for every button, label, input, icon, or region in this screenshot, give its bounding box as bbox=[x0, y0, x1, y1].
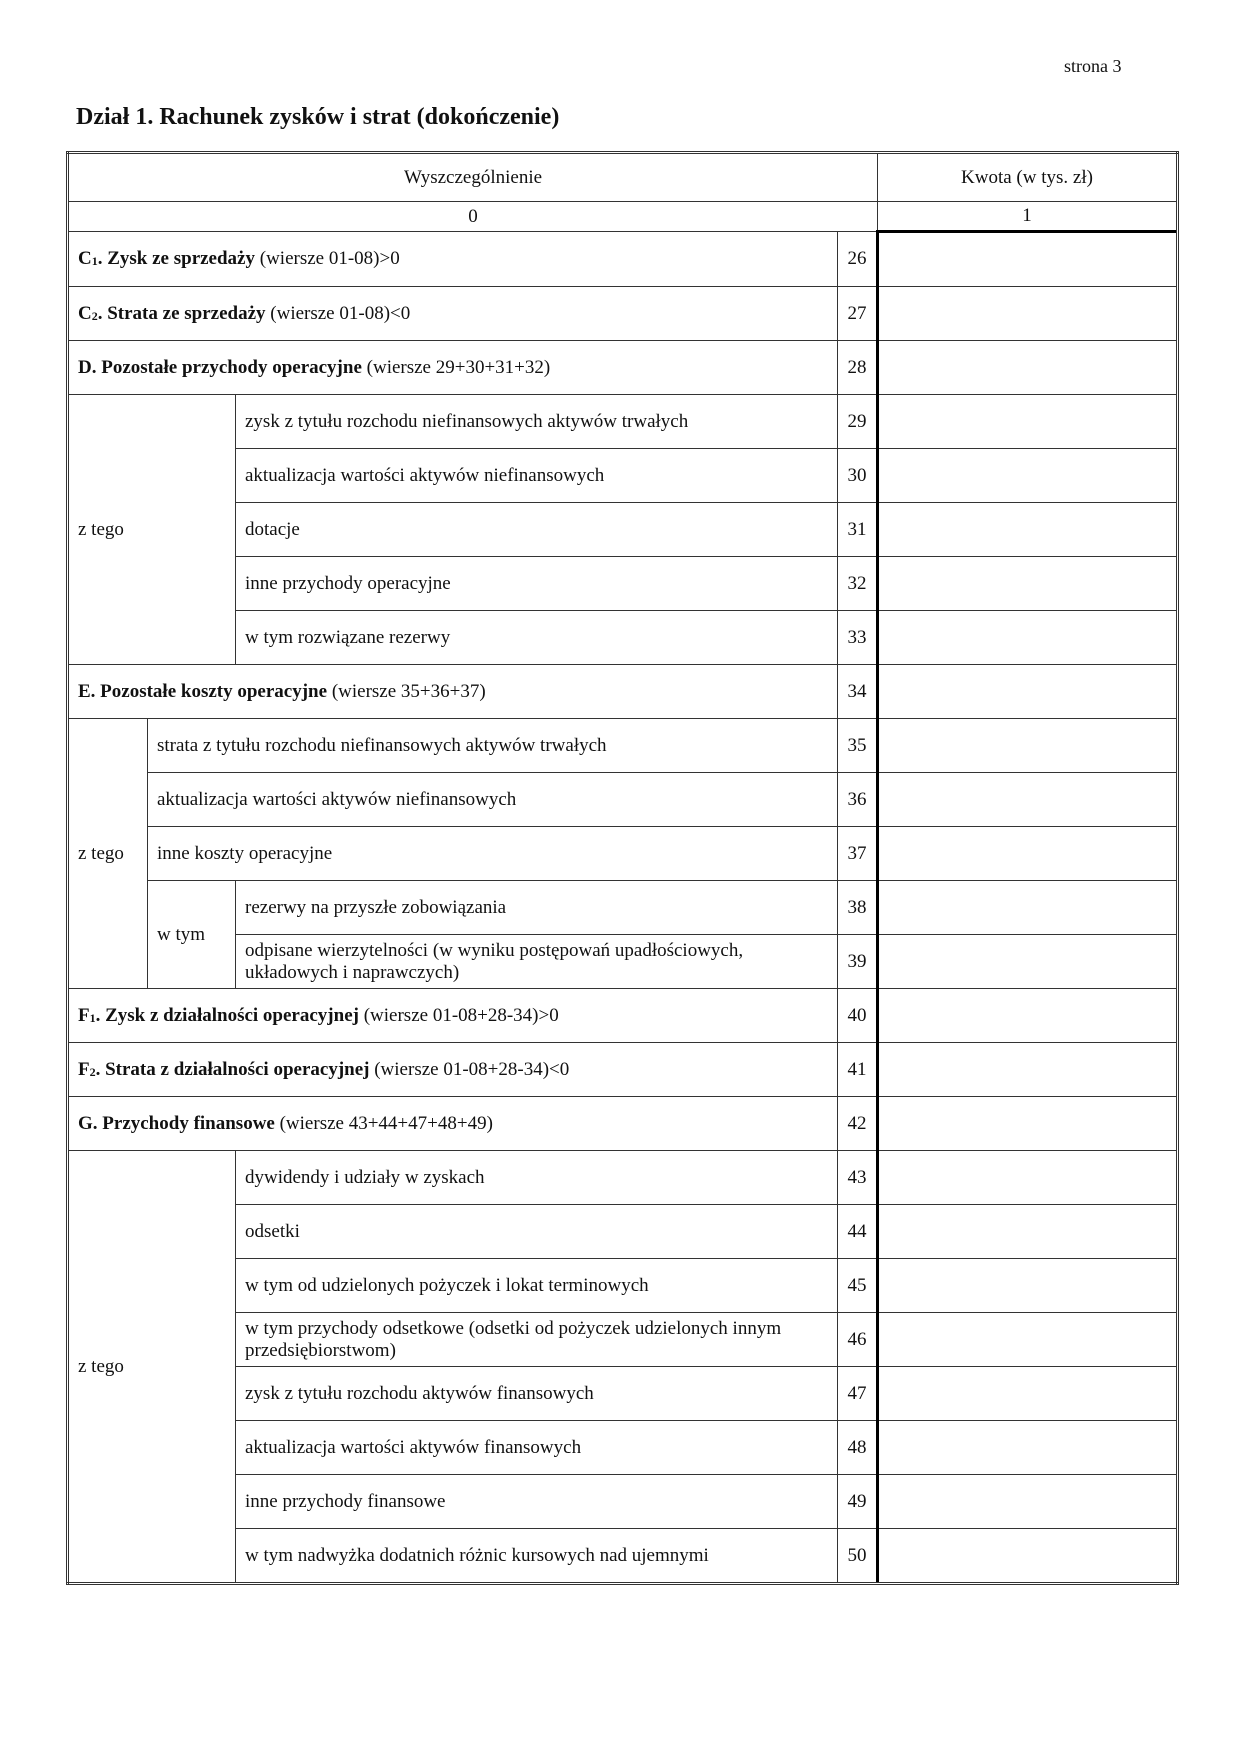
page-number: strona 3 bbox=[1064, 56, 1122, 76]
row-title: . Zysk ze sprzedaży bbox=[97, 248, 255, 270]
row-title: D. Pozostałe przychody operacyjne bbox=[78, 356, 362, 378]
row-number: 36 bbox=[838, 773, 878, 827]
table-row bbox=[68, 665, 1178, 719]
profit-loss-table bbox=[66, 151, 1179, 1585]
row-number: 35 bbox=[838, 719, 878, 773]
row-number: 45 bbox=[838, 1259, 878, 1313]
row-number: 34 bbox=[838, 665, 878, 719]
row-prefix: C bbox=[78, 302, 92, 324]
table-row bbox=[68, 827, 1178, 881]
row-subscript: 1 bbox=[91, 254, 98, 269]
amount-cell-27[interactable] bbox=[878, 287, 1178, 341]
row-label: w tym nadwyżka dodatnich różnic kursowych nad ujemnymi bbox=[236, 1529, 838, 1584]
table-row bbox=[68, 287, 1178, 341]
amount-cell-47[interactable] bbox=[878, 1367, 1178, 1421]
row-label: odsetki bbox=[236, 1205, 838, 1259]
table-row bbox=[68, 881, 1178, 935]
amount-cell-50[interactable] bbox=[878, 1529, 1178, 1584]
table-row bbox=[68, 395, 1178, 449]
row-title: E. Pozostałe koszty operacyjne bbox=[78, 680, 328, 702]
row-number: 40 bbox=[838, 989, 878, 1043]
row-label: inne przychody operacyjne bbox=[236, 557, 838, 611]
row-title: . Strata z działalności operacyjnej bbox=[95, 1058, 370, 1080]
row-label: rezerwy na przyszłe zobowiązania bbox=[236, 881, 838, 935]
row-label: w tym rozwiązane rezerwy bbox=[236, 611, 838, 665]
table-row bbox=[68, 232, 1178, 287]
amount-cell-38[interactable] bbox=[878, 881, 1178, 935]
row-label bbox=[68, 1097, 838, 1151]
index-col-1: 1 bbox=[878, 202, 1178, 232]
row-formula: (wiersze 01-08+28-34)>0 bbox=[358, 1004, 559, 1026]
amount-cell-46[interactable] bbox=[878, 1313, 1178, 1367]
amount-cell-32[interactable] bbox=[878, 557, 1178, 611]
amount-cell-45[interactable] bbox=[878, 1259, 1178, 1313]
row-number: 30 bbox=[838, 449, 878, 503]
row-label bbox=[68, 665, 838, 719]
row-number: 42 bbox=[838, 1097, 878, 1151]
row-label: inne przychody finansowe bbox=[236, 1475, 838, 1529]
row-number: 33 bbox=[838, 611, 878, 665]
group-label-z-tego: z tego bbox=[68, 719, 148, 989]
row-label: odpisane wierzytelności (w wyniku postępowań upadłościowych, układowych i naprawczych) bbox=[236, 935, 838, 989]
row-number: 46 bbox=[838, 1313, 878, 1367]
row-number: 31 bbox=[838, 503, 878, 557]
amount-cell-39[interactable] bbox=[878, 935, 1178, 989]
row-formula: (wiersze 01-08)>0 bbox=[255, 248, 400, 270]
row-label bbox=[68, 1043, 838, 1097]
row-label: inne koszty operacyjne bbox=[148, 827, 838, 881]
group-label-z-tego: z tego bbox=[68, 1151, 236, 1584]
row-label: strata z tytułu rozchodu niefinansowych aktywów trwałych bbox=[148, 719, 838, 773]
table-row bbox=[68, 1097, 1178, 1151]
header-description: Wyszczególnienie bbox=[68, 153, 878, 202]
amount-cell-35[interactable] bbox=[878, 719, 1178, 773]
group-label-z-tego: z tego bbox=[68, 395, 236, 665]
group-label-w-tym: w tym bbox=[148, 881, 236, 989]
section-title: Dział 1. Rachunek zysków i strat (dokończenie) bbox=[76, 104, 560, 130]
header-amount: Kwota (w tys. zł) bbox=[878, 153, 1178, 202]
amount-cell-37[interactable] bbox=[878, 827, 1178, 881]
amount-cell-48[interactable] bbox=[878, 1421, 1178, 1475]
row-number: 43 bbox=[838, 1151, 878, 1205]
amount-cell-41[interactable] bbox=[878, 1043, 1178, 1097]
row-label bbox=[68, 989, 838, 1043]
row-title: . Zysk z działalności operacyjnej bbox=[95, 1004, 359, 1026]
row-subscript: 2 bbox=[89, 1064, 96, 1079]
row-title: . Strata ze sprzedaży bbox=[97, 302, 266, 324]
row-number: 29 bbox=[838, 395, 878, 449]
row-number: 27 bbox=[838, 287, 878, 341]
row-number: 41 bbox=[838, 1043, 878, 1097]
amount-cell-33[interactable] bbox=[878, 611, 1178, 665]
row-number: 26 bbox=[838, 232, 878, 287]
table-row bbox=[68, 1151, 1178, 1205]
row-prefix: C bbox=[78, 248, 92, 270]
header-row bbox=[68, 153, 1178, 202]
row-number: 38 bbox=[838, 881, 878, 935]
row-prefix: F bbox=[78, 1004, 90, 1026]
row-formula: (wiersze 35+36+37) bbox=[327, 680, 486, 702]
row-label: w tym przychody odsetkowe (odsetki od pożyczek udzielonych innym przedsiębiorstwom) bbox=[236, 1313, 838, 1367]
row-label: zysk z tytułu rozchodu aktywów finansowych bbox=[236, 1367, 838, 1421]
row-formula: (wiersze 01-08)<0 bbox=[265, 302, 411, 324]
row-formula: (wiersze 01-08+28-34)<0 bbox=[369, 1058, 570, 1080]
row-number: 37 bbox=[838, 827, 878, 881]
row-number: 48 bbox=[838, 1421, 878, 1475]
row-number: 28 bbox=[838, 341, 878, 395]
table-row bbox=[68, 989, 1178, 1043]
amount-cell-28[interactable] bbox=[878, 341, 1178, 395]
table-row bbox=[68, 1043, 1178, 1097]
row-prefix: F bbox=[78, 1058, 90, 1080]
row-label: dotacje bbox=[236, 503, 838, 557]
row-formula: (wiersze 29+30+31+32) bbox=[361, 356, 551, 378]
amount-cell-49[interactable] bbox=[878, 1475, 1178, 1529]
row-subscript: 1 bbox=[89, 1010, 96, 1025]
amount-cell-43[interactable] bbox=[878, 1151, 1178, 1205]
row-formula: (wiersze 43+44+47+48+49) bbox=[274, 1112, 493, 1134]
row-label: dywidendy i udziały w zyskach bbox=[236, 1151, 838, 1205]
amount-cell-31[interactable] bbox=[878, 503, 1178, 557]
row-number: 47 bbox=[838, 1367, 878, 1421]
table-row bbox=[68, 773, 1178, 827]
index-col-0: 0 bbox=[68, 202, 878, 232]
index-row bbox=[68, 202, 1178, 232]
amount-cell-26[interactable] bbox=[878, 232, 1178, 287]
amount-cell-36[interactable] bbox=[878, 773, 1178, 827]
row-label: aktualizacja wartości aktywów finansowych bbox=[236, 1421, 838, 1475]
table-row bbox=[68, 341, 1178, 395]
amount-cell-42[interactable] bbox=[878, 1097, 1178, 1151]
row-label: zysk z tytułu rozchodu niefinansowych aktywów trwałych bbox=[236, 395, 838, 449]
row-number: 44 bbox=[838, 1205, 878, 1259]
row-subscript: 2 bbox=[91, 308, 98, 323]
row-number: 39 bbox=[838, 935, 878, 989]
row-label bbox=[68, 341, 838, 395]
table-row bbox=[68, 719, 1178, 773]
row-label bbox=[68, 287, 838, 341]
amount-cell-30[interactable] bbox=[878, 449, 1178, 503]
row-number: 32 bbox=[838, 557, 878, 611]
row-label: aktualizacja wartości aktywów niefinansowych bbox=[148, 773, 838, 827]
amount-cell-29[interactable] bbox=[878, 395, 1178, 449]
row-label: w tym od udzielonych pożyczek i lokat terminowych bbox=[236, 1259, 838, 1313]
amount-cell-44[interactable] bbox=[878, 1205, 1178, 1259]
row-label: aktualizacja wartości aktywów niefinansowych bbox=[236, 449, 838, 503]
row-number: 50 bbox=[838, 1529, 878, 1584]
amount-cell-40[interactable] bbox=[878, 989, 1178, 1043]
row-title: G. Przychody finansowe bbox=[78, 1112, 275, 1134]
row-label bbox=[68, 232, 838, 287]
amount-cell-34[interactable] bbox=[878, 665, 1178, 719]
row-number: 49 bbox=[838, 1475, 878, 1529]
